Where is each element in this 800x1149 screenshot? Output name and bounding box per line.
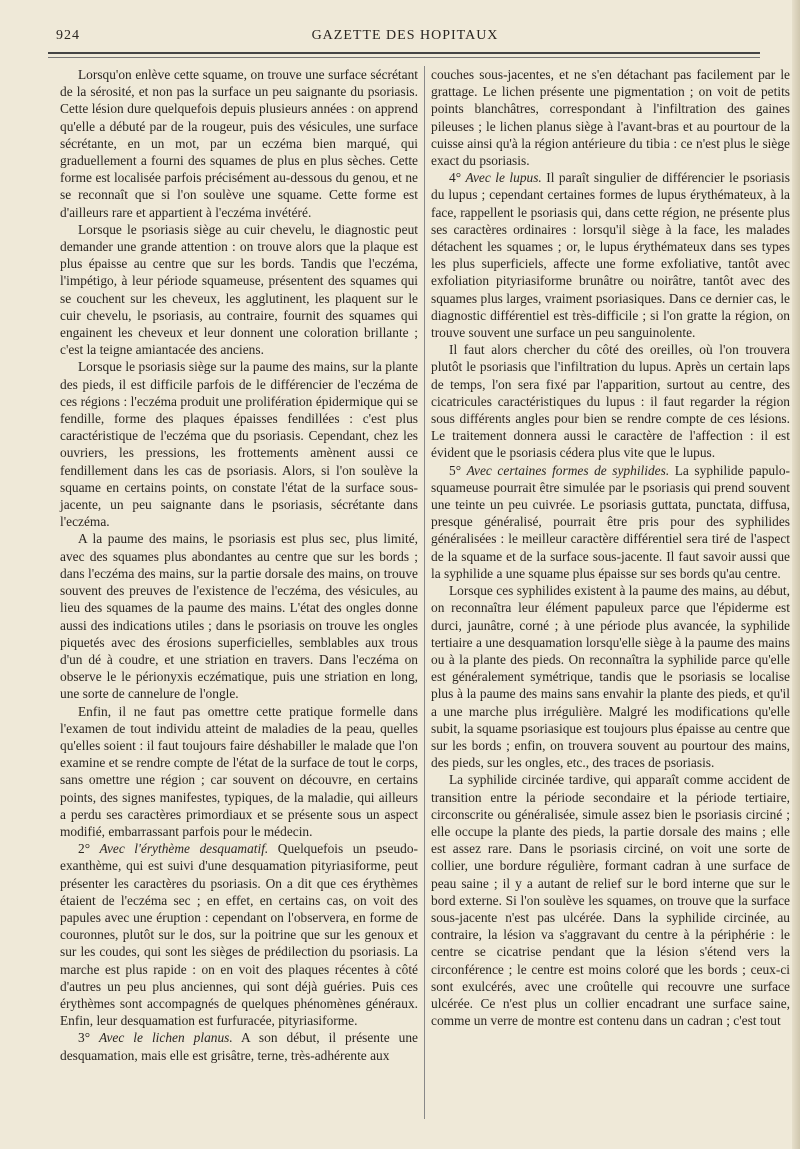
paragraph-text: Il paraît singulier de différencier le psoriasis du lupus ; cependant certaines formes de lupus érythémateux, à la face, rappellent le psoriasis qui, dans cette région, ne présente plus ses caractères ordinaires : lorsqu'il siège à la face, les malades détachent les squames ; or, le lupus érythémateux dans ses types les plus superficiels, affecte une forme exfoliative, tantôt avec exfoliation pityriasiforme brunâtre ou noirâtre, tantôt avec des squames plus larges, vraiment psoriasiques. Dans ce dernier cas, le diagnostic différentiel est très-difficile ; si l'on gratte la région, on trouve souvent une surface un peu sanguinolente. — [431, 170, 790, 341]
paragraph — [60, 221, 418, 359]
paragraph-text: La syphilide circinée tardive, qui apparaît comme accident de transition entre la période secondaire et la période tertiaire, circonscrite ou généralisée, simule assez bien le psoriasis circiné ; elle occupe la plante des pieds, la partie dorsale des mains ; elle est assez rare. Dans le psoriasis circiné, on voit une sorte de collier, une bordure régulière, formant cadran à une surface de peau saine ; il y a autant de relief sur le bord interne que sur le bord externe. Si l'on soulève les squames, on trouve que la surface sous-jacente n'est pas ulcérée. Dans la syphilide circinée, au contraire, la lésion va s'aggravant du centre à la périphérie : le centre se cicatrise pendant que la lésion s'étend vers la circonférence ; le centre est moins coloré que les bords ; ceux-ci sont exulcérés, avec une croûtelle qui recouvre une surface ulcérée. Ce n'est plus un collier encadrant une surface saine, comme un verre de montre est contenu dans un cadran ; c'est tout — [431, 772, 790, 1029]
paragraph — [60, 703, 418, 841]
paragraph — [431, 169, 790, 341]
page-header — [40, 24, 770, 46]
paragraph-text: 2° — [78, 841, 100, 857]
paragraph-text: A la paume des mains, le psoriasis est plus sec, plus limité, avec des squames plus abondantes au centre que sur les bords ; dans l'eczéma des mains, sur la partie dorsale des mains, on trouve souvent des preuves de l'existence de l'eczéma, des vésicules, au lieu des squames de la paume des mains. L'état des ongles donne aussi des indications utiles ; dans le psoriasis on trouve les ongles piquetés avec des érosions superficielles, semblables aux trous d'un dé à coudre, et une striation en travers. Dans l'eczéma on observe le le périonyxis eczématique, puis une striation en long, une sorte de cannelure de l'ongle. — [60, 531, 418, 702]
paragraph — [431, 66, 790, 169]
page-edge — [792, 0, 800, 1149]
paragraph — [431, 462, 790, 582]
paragraph-text: Lorsque le psoriasis siège au cuir chevelu, le diagnostic peut demander une grande attention : on trouve alors que la plaque est plus épaisse au centre que sur les bords. Tandis que l'eczéma, l'impétigo, à leur période squameuse, présentent des squames qui se couchent sur les cheveux, les agglutinent, les plaquent sur le cuir chevelu, le psoriasis, au contraire, fournit des squames qui engainent les cheveux et leur donnent une coloration brillante ; c'est la teigne amiantacée des anciens. — [60, 221, 418, 358]
paragraph-text: Lorsque le psoriasis siège sur la paume des mains, sur la plante des pieds, il est difficile parfois de le différencier de l'eczéma de ces régions : l'eczéma produit une prolifération épidermique qui se fendille, forme des plaques épaisses fendillées : c'est plus caractéristique de l'eczéma que du psoriasis. Cependant, chez les ouvriers, les pressions, les frottements amènent aussi ce fendillement dans les cas de psoriasis. Alors, si l'on soulève la squame en certains points, on constate l'état de la surface sous-jacente, un peu saignante dans le psoriasis, sécrétante dans l'eczéma. — [60, 359, 418, 530]
paragraph — [60, 358, 418, 530]
header-rule — [48, 52, 760, 54]
paragraph-text: Lorsqu'on enlève cette squame, on trouve une surface sécrétant de la sérosité, et non pas la surface un peu saignante du psoriasis. Cette lésion dure quelquefois depuis plusieurs années : on apprend qu'elle a débuté par de la rougeur, puis des vésicules, une surface sécrétante, en un mot, par un eczéma bien marqué, qui graduellement a fourni des squames de plus en plus sèches. Cette forme est localisée parfois précisément au-dessous du genou, et ne se reconnaît que si l'on soulève une squame. Cette forme est d'ailleurs rare et appartient à l'eczéma invétéré. — [60, 67, 418, 220]
paragraph-text: 5° — [449, 462, 467, 478]
paragraph — [431, 341, 790, 461]
paragraph — [431, 771, 790, 1029]
paragraph-text: 4° — [449, 170, 466, 186]
paragraph-heading: Avec l'érythème desquamatif. — [99, 841, 269, 857]
paragraph-text: Quelquefois un pseudo-exanthème, qui est suivi d'une desquamation pityriasiforme, peut présenter les caractères du psoriasis. On a dit que ces érythèmes étaient de l'eczéma sec ; en effet, en certains cas, on voit des papules avec une éruption : cependant on l'observera, en forme de couronnes, plutôt sur le dos, sur la poitrine que sur les genoux et sur les coudes, qui sont les sièges de prédilection du psoriasis. La marche est plus rapide : on en voit des plaques récentes à côté d'autres un peu plus anciennes, qui sont déjà guéries. Puis ces érythèmes sont accompagnés de quelques phénomènes généraux. Enfin, leur desquamation est furfuracée, pityriasiforme. — [60, 841, 418, 1029]
paragraph-text: Enfin, il ne faut pas omettre cette pratique formelle dans l'examen de tout individu atteint de maladies de la peau, quelles qu'elles soient : il faut toujours faire déshabiller le malade que l'on examine et se rendre compte de l'état de la surface de tout le corps, sans omettre une région ; car souvent on découvre, en certains points, des signes manifestes, typiques, de la maladie, qui ailleurs a perdu ses caractères primordiaux et se présente sous un aspect modifié, embarrassant parfois pour le médecin. — [60, 703, 418, 839]
paragraph — [60, 1029, 418, 1063]
paragraph — [60, 66, 418, 221]
paragraph-text: 3° — [78, 1030, 100, 1046]
header-rule-thin — [48, 57, 760, 58]
column-divider — [424, 66, 425, 1119]
paragraph-text: A son début, il présente une desquamation, mais elle est grisâtre, terne, très-adhérente aux — [60, 1030, 418, 1063]
paragraph-heading: Avec le lupus. — [465, 170, 542, 186]
paragraph — [60, 530, 418, 702]
journal-title: GAZETTE DES HOPITAUX — [311, 28, 499, 43]
paragraph-heading: Avec le lichen planus. — [99, 1030, 233, 1046]
paragraph-heading: Avec certaines formes de syphilides. — [466, 462, 670, 478]
paragraph — [60, 840, 418, 1029]
left-column — [60, 66, 418, 1064]
right-column — [431, 66, 790, 1029]
paragraph-text: La syphilide papulo-squameuse pourrait être simulée par le psoriasis qui prend souvent une teinte un peu cuivrée. Le psoriasis guttata, punctata, diffusa, presque généralisé, pourrait être pris pour des syphilides généralisées : le meilleur caractère différentiel sera tiré de l'aspect de la squame et de la surface sous-jacente. Il faut savoir aussi que la syphilide a une squame plus épaisse sur ses bords qu'au centre. — [431, 462, 790, 581]
paragraph — [431, 582, 790, 771]
page-number: 924 — [56, 28, 80, 43]
paragraph-text: Lorsque ces syphilides existent à la paume des mains, au début, on reconnaîtra leur élément papuleux parce que l'épiderme est durci, jaunâtre, corné ; à une période plus avancée, la syphilide tertiaire a une desquamation lorsqu'elle siège à la paume des mains ou à la plante des pieds. On reconnaîtra la syphilide parce qu'elle est généralement symétrique, tandis que le psoriasis se localise plus à la paume des mains sans envahir la plante des pieds, et qu'il a une marche plus irrégulière. Malgré les modifications qu'elle subit, la squame psoriasique est toujours plus épaisse au centre que sur les bords ; enfin, on trouvera souvent au pourtour des mains, des pieds, sur les ongles, etc., des traces de psoriasis. — [431, 583, 790, 771]
paragraph-text: couches sous-jacentes, et ne s'en détachant pas facilement par le grattage. Le lichen présente une pigmentation ; on voit de petits points blanchâtres, correspondant à l'infiltration des gaines pileuses ; le lichen planus siège à l'avant-bras et au pourtour de la cuisse ainsi qu'à la région antérieure du tibia : ce n'est plus le siège exact du psoriasis. — [431, 67, 790, 169]
paragraph-text: Il faut alors chercher du côté des oreilles, où l'on trouvera plutôt le psoriasis que l'infiltration du lupus. Après un certain laps de temps, l'on sera fixé par l'apparition, surtout au centre, des cicatricules caractéristiques du lupus : il faut regarder la région sous différents angles pour bien se rendre compte de ces lésions. Le traitement donnera aussi le caractère de l'affection : il est évident que le psoriasis cédera plus vite que le lupus. — [431, 342, 790, 461]
